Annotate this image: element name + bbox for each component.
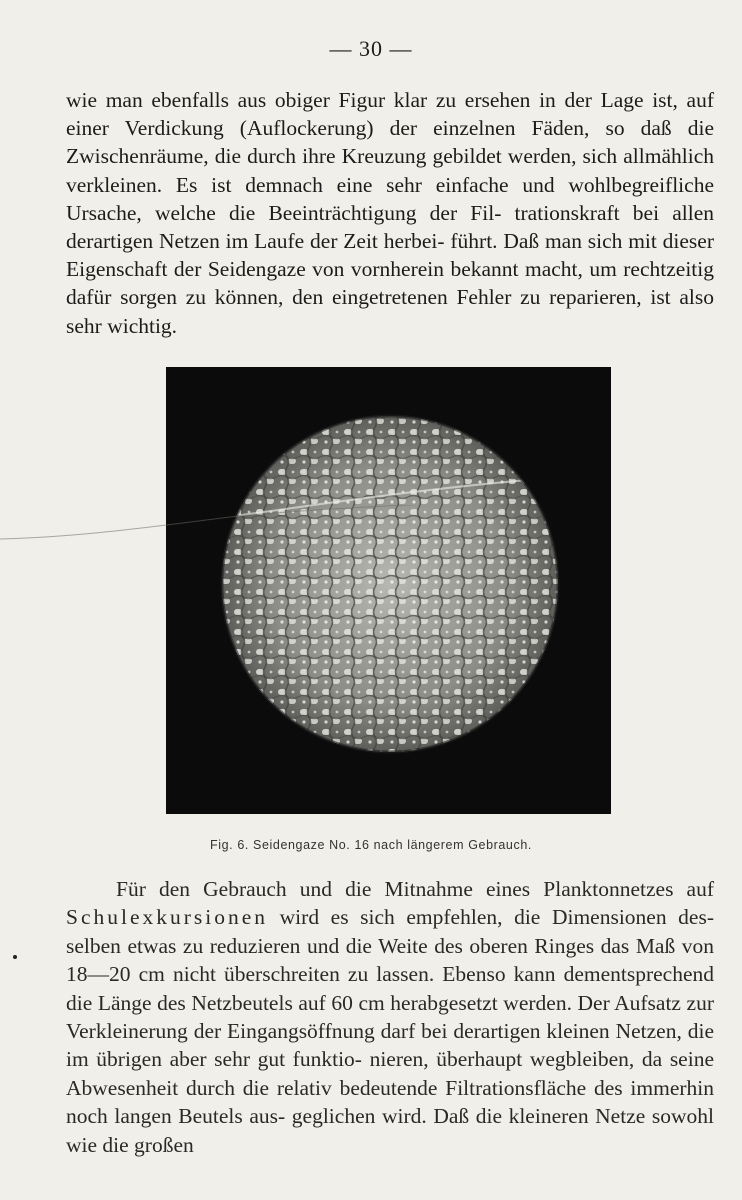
text-line: wird es sich empfehlen, die Dimensionen des- xyxy=(268,905,714,930)
text-line: bei derartigen kleinen Netzen, die im übrigen aber sehr gut funktio- xyxy=(66,1019,714,1072)
text-line: wie man ebenfalls aus obiger Figur klar zu ersehen in der Lage xyxy=(66,88,644,112)
text-line: Maß von 18—20 cm nicht überschreiten zu lassen. Ebenso kann xyxy=(66,933,714,987)
text-line: werden. Der Aufsatz zur Verkleinerung der Eingangsöffnung darf xyxy=(66,990,714,1044)
text-line: daß die Zwischenräume, die durch ihre Kreuzung gebildet werden, xyxy=(66,116,715,169)
text-line: sich allmählich verkleinen. Es ist demnach eine sehr einfache xyxy=(66,144,715,197)
text-line: bedeutende Filtrationsfläche des immerhin noch langen Beutels aus- xyxy=(66,1075,714,1129)
text-line: selben etwas zu reduzieren und die Weite des oberen Ringes das xyxy=(66,933,630,958)
text-line: führt. Daß man sich mit dieser Eigenschaft der Seidengaze von xyxy=(66,229,714,282)
figure-caption: Fig. 6. Seidengaze No. 16 nach längerem Gebrauch. xyxy=(210,838,532,852)
text-line: vornherein bekannt macht, um rechtzeitig dafür sorgen zu können, xyxy=(66,257,714,310)
body-paragraph-2 xyxy=(66,875,714,1159)
text-line: und wohlbegreifliche Ursache, welche die Beeinträchtigung der Fil- xyxy=(66,172,714,225)
figure-silk-gauze-photo xyxy=(166,367,611,814)
ink-speck xyxy=(13,955,17,959)
body-paragraph-1 xyxy=(66,86,714,340)
emphasized-word: Schulexkursionen xyxy=(66,905,269,930)
page-number: — 30 — xyxy=(329,36,413,61)
text-line: dementsprechend die Länge des Netzbeutels auf 60 cm herabgesetzt xyxy=(66,962,715,1015)
micrograph-image xyxy=(166,367,611,814)
text-line: den eingetretenen Fehler zu reparieren, ist also sehr wichtig. xyxy=(66,285,715,338)
text-line: Für den Gebrauch und die Mitnahme eines Planktonnetzes auf xyxy=(116,877,714,901)
text-line: ist, auf einer Verdickung (Auflockerung) der einzelnen Fäden, so xyxy=(66,88,714,141)
text-line: trationskraft bei allen derartigen Netzen im Laufe der Zeit herbei- xyxy=(66,200,715,254)
text-line: nieren, überhaupt wegbleiben, da seine Abwesenheit durch die relativ xyxy=(66,1047,714,1100)
text-line: geglichen wird. Daß die kleineren Netze sowohl wie die großen xyxy=(66,1104,714,1157)
